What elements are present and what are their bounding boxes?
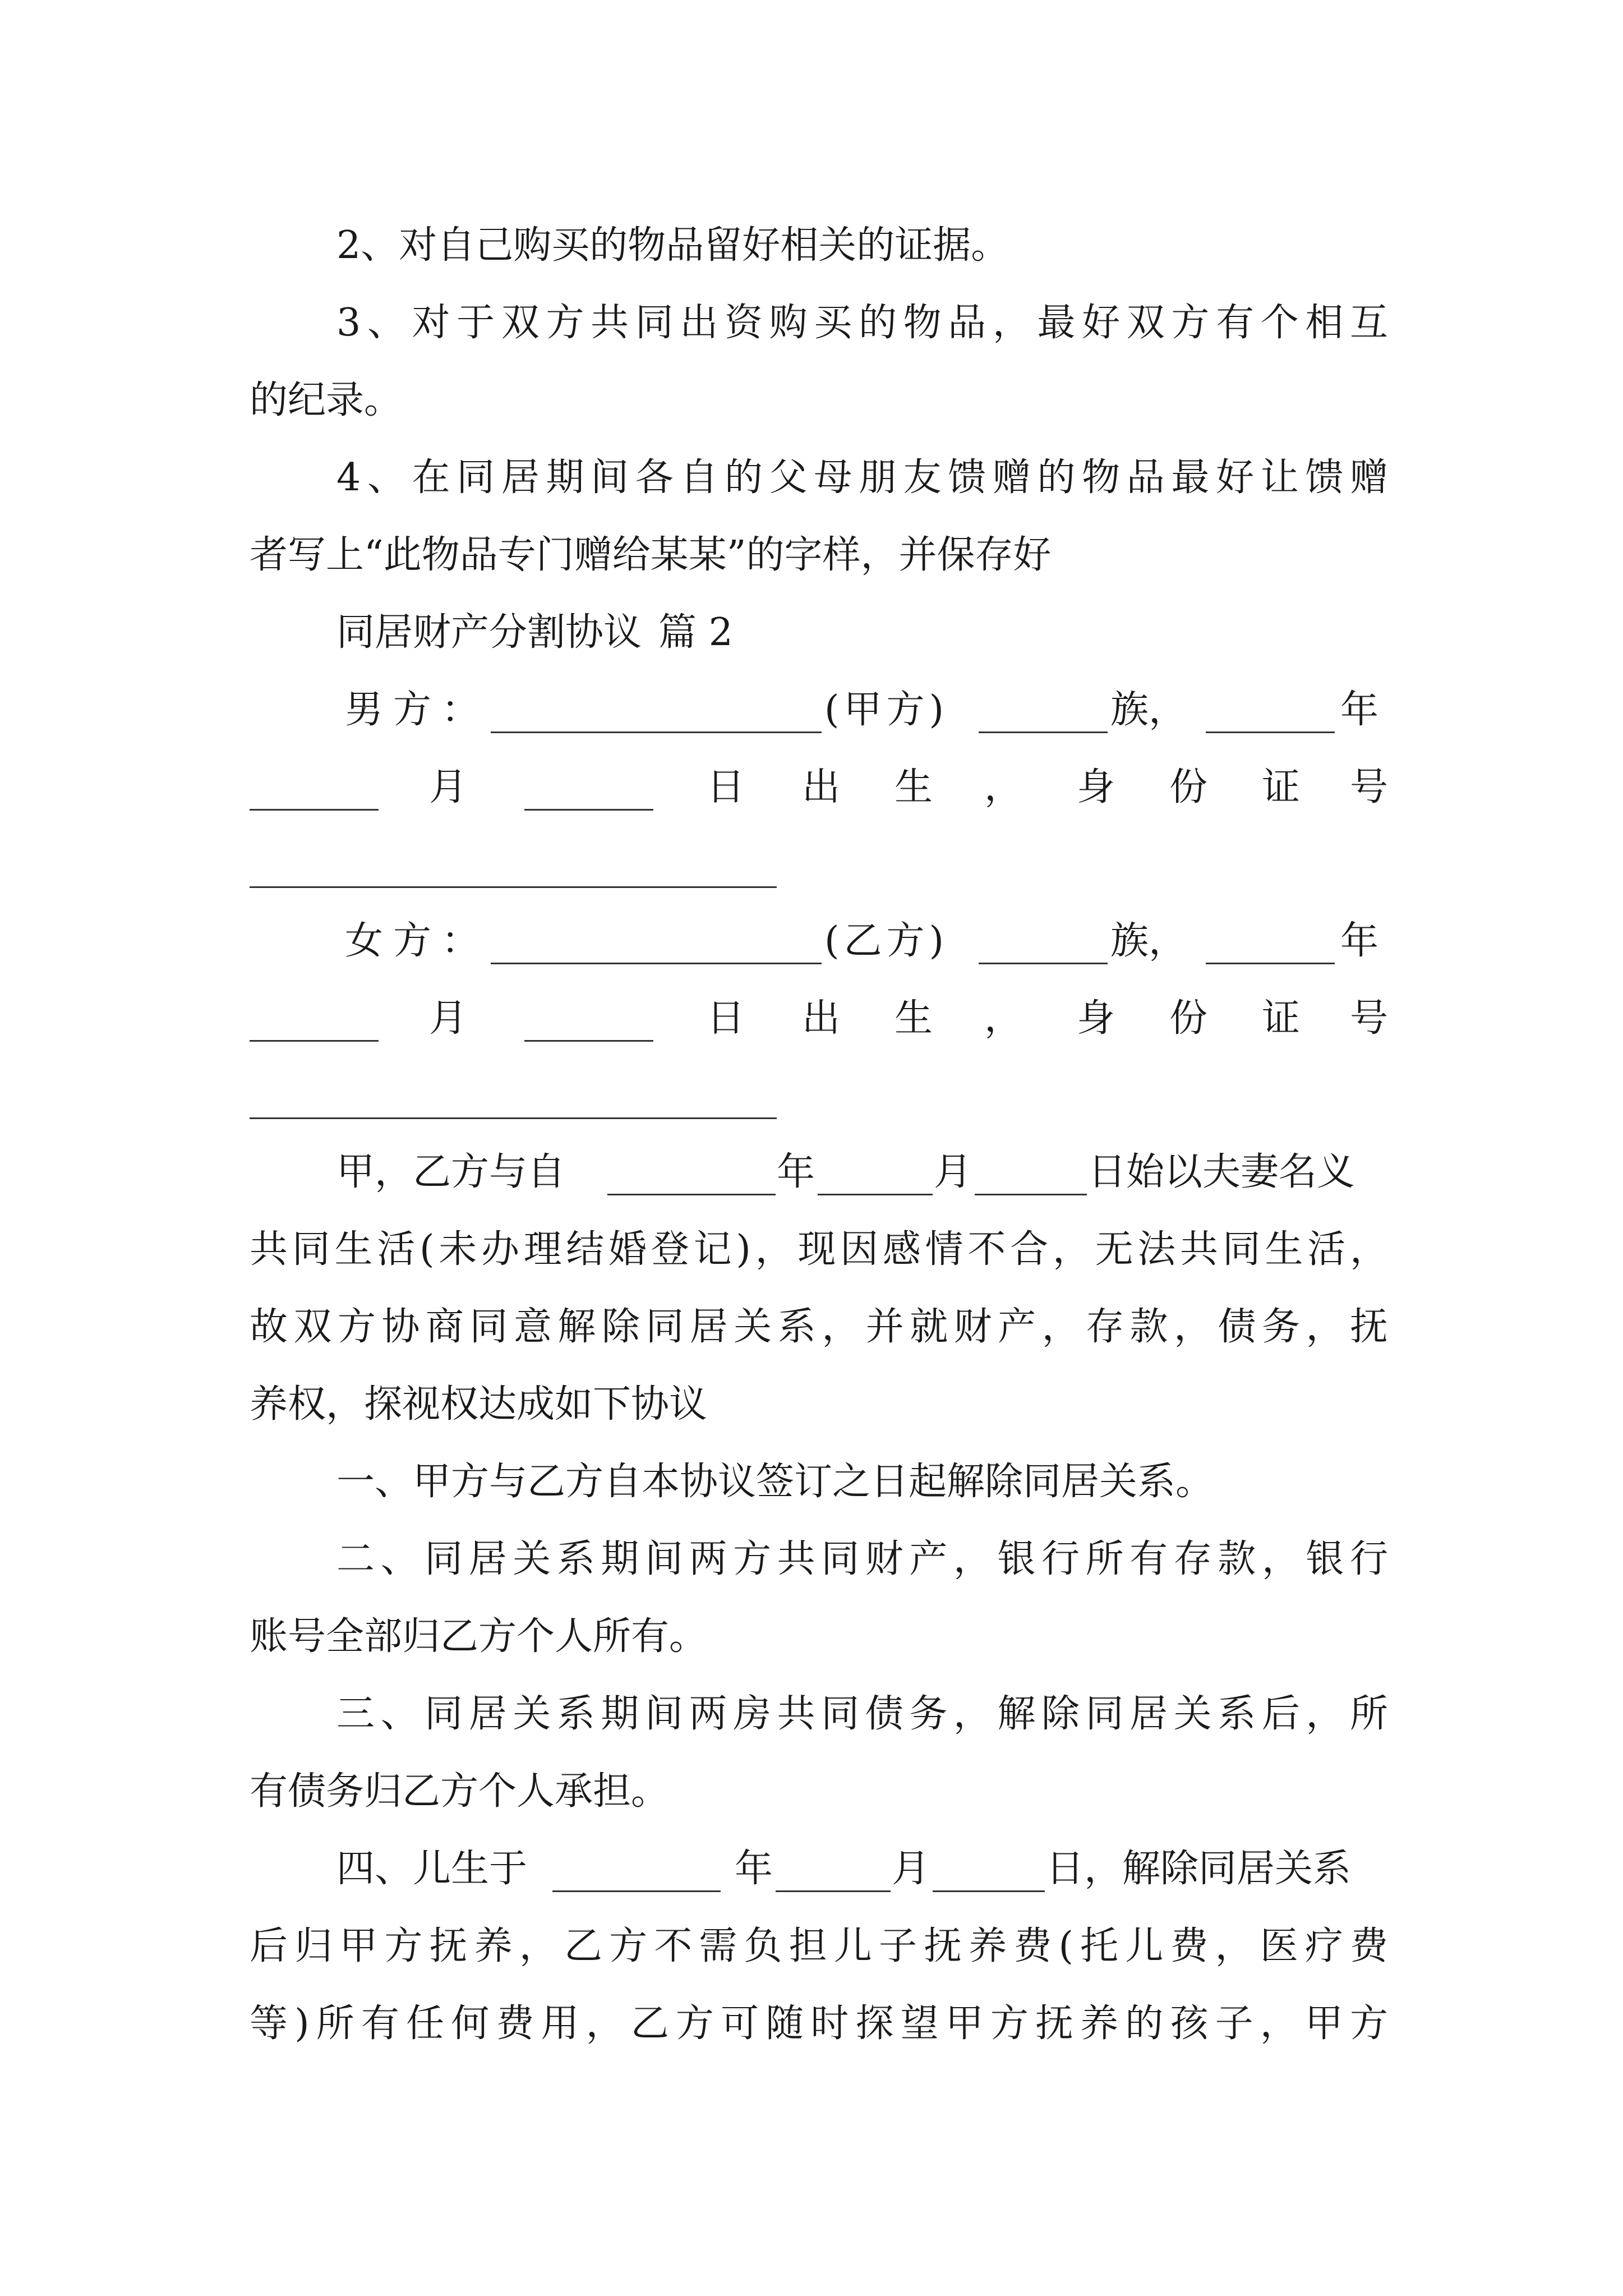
clause-1: 一、甲方与乙方自本协议签订之日起解除同居关系。 xyxy=(336,1460,1214,1504)
birth-year-label: 年 xyxy=(735,1847,773,1891)
birth-month-label: 月 xyxy=(892,1847,930,1891)
female-day-label: 日 xyxy=(707,996,745,1041)
body-intro: 甲，乙方与自 xyxy=(336,1150,566,1194)
male-label: 男方： xyxy=(345,688,490,732)
birth-day-blank[interactable] xyxy=(933,1855,1045,1892)
male-party: (甲方) xyxy=(824,688,949,732)
male-born-char-1: 出 xyxy=(802,765,841,809)
male-id-char-3: 证 xyxy=(1262,765,1301,809)
body-line-4: 养权，探视权达成如下协议 xyxy=(250,1382,708,1427)
body-intro-tail: 日始以夫妻名义 xyxy=(1088,1150,1355,1194)
female-info-row-2 xyxy=(250,985,1388,1052)
male-id-row xyxy=(250,831,1388,899)
female-ethnic-blank[interactable] xyxy=(979,927,1108,964)
male-id-char-4: 号 xyxy=(1350,765,1389,809)
start-day-blank[interactable] xyxy=(975,1158,1087,1195)
female-born-char-1: 出 xyxy=(802,996,841,1041)
start-year-label: 年 xyxy=(777,1150,815,1194)
paragraph-4-line-1: 4、在同居期间各自的父母朋友馈赠的物品最好让馈赠 xyxy=(336,455,1388,500)
female-id-char-4: 号 xyxy=(1350,996,1389,1041)
male-ethnic-blank[interactable] xyxy=(979,696,1108,733)
female-id-blank[interactable] xyxy=(250,1082,777,1119)
female-id-row xyxy=(250,1062,1388,1130)
body-line-2: 共同生活(未办理结婚登记)，现因感情不合，无法共同生活， xyxy=(250,1227,1388,1272)
female-info-row-1 xyxy=(250,908,1388,975)
clause-2-line-1: 二、同居关系期间两方共同财产，银行所有存款，银行 xyxy=(336,1537,1388,1581)
heading-number: 篇 2 xyxy=(658,610,733,655)
start-month-label: 月 xyxy=(934,1150,972,1194)
female-id-char-2: 份 xyxy=(1169,996,1208,1041)
female-party: (乙方) xyxy=(824,919,949,963)
paragraph-4-line-2: 者写上“此物品专门赠给某某”的字样，并保存好 xyxy=(250,533,1052,577)
male-id-char-1: 身 xyxy=(1077,765,1115,809)
female-comma: ， xyxy=(984,996,1023,1041)
male-comma: ， xyxy=(984,765,1023,809)
clause-3-line-2: 有债务归乙方个人承担。 xyxy=(250,1769,670,1814)
female-year-label: 年 xyxy=(1340,919,1379,963)
female-born-char-2: 生 xyxy=(895,996,933,1041)
female-month-label: 月 xyxy=(429,996,468,1041)
paragraph-3-line-1: 3、对于双方共同出资购买的物品，最好双方有个相互 xyxy=(336,301,1388,345)
start-month-blank[interactable] xyxy=(818,1158,933,1195)
female-id-char-1: 身 xyxy=(1077,996,1115,1041)
body-line-1 xyxy=(250,1139,1388,1206)
start-year-blank[interactable] xyxy=(607,1158,776,1195)
female-name-blank[interactable] xyxy=(491,927,822,964)
male-day-blank[interactable] xyxy=(524,773,653,811)
male-born-char-2: 生 xyxy=(895,765,933,809)
female-ethnic-label: 族， xyxy=(1110,919,1187,963)
male-year-label: 年 xyxy=(1340,688,1379,732)
male-day-label: 日 xyxy=(707,765,745,809)
clause-4-line-2: 后归甲方抚养，乙方不需负担儿子抚养费(托儿费，医疗费 xyxy=(250,1924,1388,1968)
male-id-char-2: 份 xyxy=(1169,765,1208,809)
birth-year-blank[interactable] xyxy=(552,1855,721,1892)
male-info-row-1 xyxy=(250,677,1388,744)
female-label: 女方： xyxy=(345,919,490,963)
clause-4-line-1 xyxy=(250,1835,1388,1903)
male-info-row-2 xyxy=(250,754,1388,821)
clause-2-line-2: 账号全部归乙方个人所有。 xyxy=(250,1614,708,1659)
birth-month-blank[interactable] xyxy=(776,1855,891,1892)
clause-4-intro: 四、儿生于 xyxy=(336,1847,528,1891)
clause-3-line-1: 三、同居关系期间两房共同债务，解除同居关系后，所 xyxy=(336,1692,1388,1736)
clause-4-tail: 日，解除同居关系 xyxy=(1046,1847,1352,1891)
paragraph-2: 2、对自己购买的物品留好相关的证据。 xyxy=(336,223,1009,268)
male-month-label: 月 xyxy=(429,765,468,809)
male-ethnic-label: 族， xyxy=(1110,688,1187,732)
male-month-blank[interactable] xyxy=(250,773,379,811)
female-id-char-3: 证 xyxy=(1262,996,1301,1041)
male-name-blank[interactable] xyxy=(491,696,822,733)
section-heading xyxy=(336,599,1388,666)
heading-title: 同居财产分割协议 xyxy=(336,610,642,655)
female-year-blank[interactable] xyxy=(1206,927,1335,964)
paragraph-3-line-2: 的纪录。 xyxy=(250,378,403,422)
male-year-blank[interactable] xyxy=(1206,696,1335,733)
female-month-blank[interactable] xyxy=(250,1004,379,1042)
male-id-blank[interactable] xyxy=(250,850,777,888)
body-line-3: 故双方协商同意解除同居关系，并就财产，存款，债务，抚 xyxy=(250,1305,1388,1349)
clause-4-line-3: 等)所有任何费用，乙方可随时探望甲方抚养的孩子，甲方 xyxy=(250,2001,1388,2046)
female-day-blank[interactable] xyxy=(524,1004,653,1042)
